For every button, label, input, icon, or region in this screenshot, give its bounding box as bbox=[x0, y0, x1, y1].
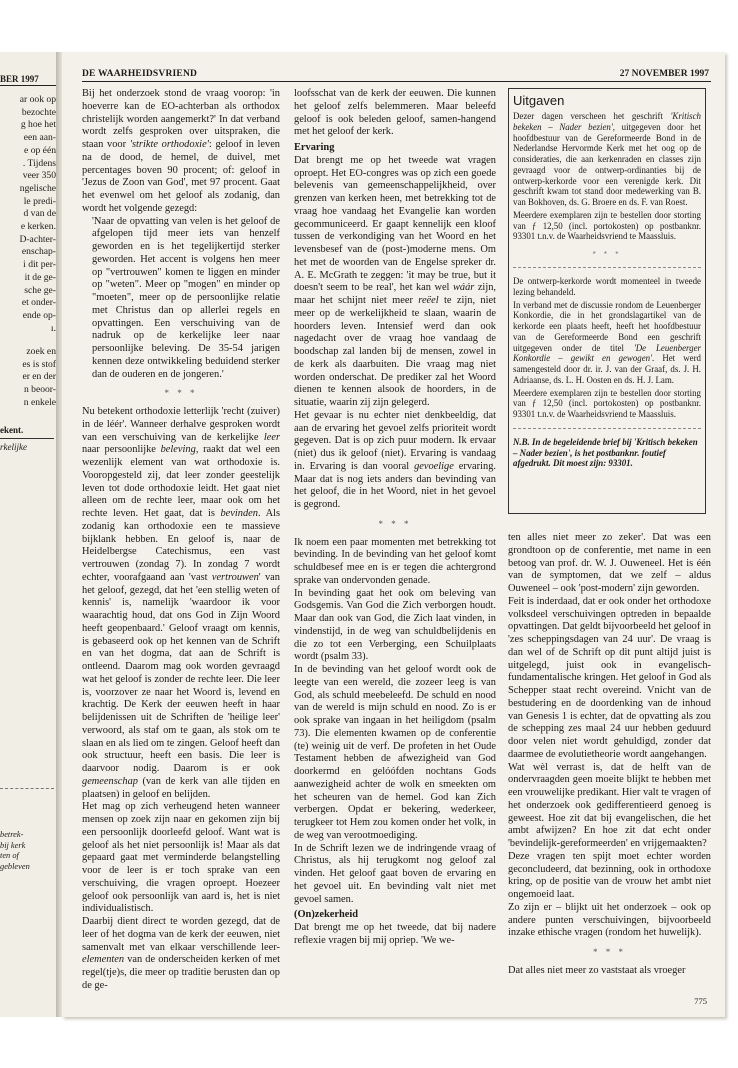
left-page-small bbox=[0, 830, 54, 872]
snippet-line: ı. bbox=[50, 322, 56, 334]
left-page-dash bbox=[0, 788, 54, 789]
paragraph: Bij het onderzoek stond de vraag voorop: 'in hoeverre kan de EO-achterban als orthodox christelijk worden aangemerkt?' In dat verband wordt zelfs gesproken over uitspraken, die staan voor 'strikte orthodoxie': geloof in leven na de dood, de hemel, de duivel, met percentages boven 90 procent; of: geloof in 'Jezus de Zoon van God', met 97 procent. Gaat het evenwel om het geloof als zodanig, dan wordt het volgende gezegd: bbox=[82, 88, 280, 214]
snippet-line: bezochte bbox=[21, 106, 56, 118]
paragraph: Deze vragen ten spijt moet echter worden geconcludeerd, dat bezinning, ook in orthodoxe kring, op de positie van de vrouw het ambt niet ongemoeid laat. bbox=[508, 850, 711, 900]
paragraph: Het mag op zich verheugend heten wanneer mensen op zoek zijn naar en gekomen zijn bij een persoonlijk doorleefd geloof. Want wat is geloof als het niet persoonlijk is! Maar als dat gepaard gaat met verminderde belangstelling voor de leer is er toch sprake van een verschuiving, die vragen oproept. Hoezeer geloof ook persoonlijk van aard is, het is niet individualistisch. bbox=[82, 801, 280, 915]
snippet-line: . Tijdens bbox=[22, 157, 56, 169]
snippet-line: ngelische bbox=[19, 182, 56, 194]
snippet-line: n beoor- bbox=[23, 384, 56, 396]
paragraph: ten alles niet meer zo zeker'. Dat was een grondtoon op de conferentie, met name in een betoog van prof. dr. W. J. Ouweneel. Het is één van de symptomen, dat we zelf – aldus Ouweneel – ook 'post-modern' zijn geworden. bbox=[508, 532, 711, 594]
snippet-line: g hoe het bbox=[20, 119, 56, 131]
box-paragraph: Meerdere exemplaren zijn te bestellen door storting van ƒ 12,50 (incl. portokosten) op postbanknr. 93301 t.n.v. de Waarheidsvriend te Maassluis. bbox=[513, 387, 701, 419]
left-page-box-title: ekent. bbox=[0, 424, 54, 439]
uitgaven-box bbox=[508, 88, 706, 514]
subheading-ervaring: Ervaring bbox=[294, 142, 335, 153]
paragraph: Feit is inderdaad, dat er ook onder het orthodoxe volksdeel verschuivingen optreden in bepaalde opvattingen. Dat geldt bijvoorbeeld het geloof in 'zes scheppingsdagen van 24 uur'. De vraag is dan wel of de Schrift op dit punt altijd juist is uitgelegd, juist ook in evangelisch-fundamentalische kringen. Het geloof in God als Schepper staat recht overeind. Vnicht van de bestudering en de doordenking van de inhoud van Genesis 1 is echter, dat de opvatting als zou de schepping zes maal 24 uur hebben geduurd door velen niet wordt gehuldigd, zonder dat daarmee de evolutietheorie wordt aangehangen. bbox=[508, 595, 711, 760]
snippet-line: zoek en bbox=[26, 346, 56, 357]
box-divider bbox=[513, 267, 701, 268]
subheading-onzekerheid: (On)zekerheid bbox=[294, 909, 359, 921]
paragraph: Wat wèl verrast is, dat de helft van de ondervraagden geen moeite blijkt te hebben met een vrouwelijke predikant. Hier valt te vragen of het onderzoek ook gedifferentieerd genoeg is geweest. Hoe zit dat bij evangelischen, die het ambt afwijzen? En hoe zit dat echt onder 'bevindelijk-gereformeerden' en vrijgemaakten? bbox=[508, 761, 711, 849]
snippet-line: it de ge- bbox=[24, 271, 56, 283]
snippet-line: veer 350 bbox=[22, 170, 56, 182]
snippet-line: n enkele bbox=[23, 396, 56, 408]
paragraph: In bevinding gaat het ook om beleving van Godsgemis. Van God die Zich verborgen houdt. Maar dan ook van God, die Zich laat vinden, in vindenstijd, in de weg van schuldbelijdenis en die zo tot een Verberging, een Schuilplaats wordt (psalm 33). bbox=[294, 587, 496, 663]
column-1 bbox=[82, 88, 280, 993]
snippet-line: e op één bbox=[24, 144, 56, 156]
snippet-line: e kerken. bbox=[20, 221, 56, 233]
section-stars: * * * bbox=[593, 947, 626, 957]
snippet-line: i dit per- bbox=[23, 259, 56, 271]
left-page-margin bbox=[0, 52, 58, 1017]
snippet-line: ende op- bbox=[22, 309, 56, 321]
snippet-line: bij kerk bbox=[0, 840, 26, 850]
snippet-line: D-achter- bbox=[19, 233, 56, 245]
running-header-title: DE WAARHEIDSVRIEND bbox=[82, 69, 198, 79]
paragraph: In de Schrift lezen we de indringende vraag of Christus, als hij terugkomt nog geloof zal vinden. Het geloof gaat boven de ervaring en het gevoel uit. En bevinding valt niet met gevoel samen. bbox=[294, 842, 496, 905]
magazine-page bbox=[62, 52, 725, 1017]
left-page-header: BER 1997 bbox=[0, 74, 39, 84]
box-paragraph: Dezer dagen verscheen het geschrift 'Kritisch bekeken – Nader bezien', uitgegeven door het hoofdbestuur van de Gereformeerde Bond in de Nederlandse Hervormde Kerk met het oog op de consideraties, die aan kerkenraden en classes zijn gevraagd voor de ontwerp-ordinanties bij de ontwerp-kerkorde voor een verenigde kerk. Dit geschrift kwam tot stand door medewerking van B. van Bokhoven, ds. G. Broere en ds. F. van Roest. bbox=[513, 111, 701, 207]
paragraph: loofsschat van de kerk der eeuwen. Die kunnen het geloof zelfs belemmeren. Maar beleefd geloof is ook beleden geloof, samen-hangend met het geloof der kerk. bbox=[294, 88, 496, 138]
paragraph: Daarbij dient direct te worden gezegd, dat de leer of het dogma van de kerk der eeuwen, niet samenvalt met van elkaar verschillende leer-elementen van de onderscheiden kerken of met regel(tje)s, die meer op traditie berusten dan op de ge- bbox=[82, 916, 280, 991]
quote: 'Naar de opvatting van velen is het geloof de afgelopen tijd meer iets van henzelf geworden en is het tegelijkertijd sterker geworden. Het accent is volgens hen meer op "vertrouwen" komen te liggen en minder op "weten". Meer op "mogen" en minder op "moeten", meer op de persoonlijke relatie met Christus dan op allerlei regels en opvattingen. Een verschuiving van de nadruk op de kerkelijke leer naar persoonlijke beleving. De 35-54 jarigen kennen deze ontwikkeling beduidend sterker dan de ouderen en de jongeren.' bbox=[92, 215, 280, 380]
box-paragraph: De ontwerp-kerkorde wordt momenteel in tweede lezing behandeld. bbox=[513, 276, 701, 297]
section-stars: * * * bbox=[164, 388, 198, 399]
box-stars: * * * bbox=[592, 250, 622, 259]
snippet-line: sche ge- bbox=[24, 284, 56, 296]
snippet-line: ar ook op bbox=[19, 94, 56, 105]
snippet-line: gebleven bbox=[0, 861, 30, 871]
box-note: N.B. In de begeleidende brief bij 'Kritisch bekeken – Nader bezien', is het postbanknr. foutief afgedrukt. Dit moest zijn: 93301. bbox=[513, 436, 698, 469]
left-page-box-line: rkelijke bbox=[0, 442, 27, 452]
left-page-snippet bbox=[0, 94, 56, 335]
snippet-line: le predi- bbox=[23, 195, 56, 207]
running-header-date: 27 NOVEMBER 1997 bbox=[619, 69, 709, 79]
snippet-line: enschap- bbox=[21, 246, 56, 258]
paragraph: Het gevaar is nu echter niet denkbeeldig, dat aan de ervaring het gevoel zelfs prioriteit wordt gegeven. Dat is op zich puur modern. Ik ervaar (niet) dus ik geloof (niet). Ervaring is vandaag in. Ervaring is dan vooral gevoelige ervaring. Maar dat is nog iets anders dan bevinding van het geloof, die in het Woord, niet in het gevoel is gegrond. bbox=[294, 409, 496, 510]
left-page-snippet-2 bbox=[0, 346, 56, 410]
box-title: Uitgaven bbox=[513, 93, 565, 108]
header-rule bbox=[82, 81, 711, 82]
paragraph: Dat brengt me op het tweede wat vragen oproept. Het EO-congres was op zich een goede belevenis van gemeenschappelijkheid, over grenzen van kerken heen, met betrekking tot de vraag hoe vandaag het Evangelie kan worden gecommuniceerd. Er gaapt kennelijk een kloof tussen de verkondiging van het Woord en het levensbesef van de (post-)moderne mens. Om het met de woorden van de Engelse spreker dr. A. E. McGrath te zeggen: 'it may be true, but it doesn't seem to be real', het kan wel wáár zijn, maar het schijnt niet meer reëel te zijn, niet meer op de werkelijkheid te slaan, waarin de hoorders leven. Intensief werd dan ook nagedacht over de vraag hoe vandaag de boodschap zal landen bij de mensen, zowel in de kerk als daarbuiten. Die vraag mag niet worden onderschat. De prediker zal het Woord dienen te kennen alsook de hoorders, in de situatie, waarin zij zijn gelegerd. bbox=[294, 154, 497, 408]
paragraph: Dat alles niet meer zo vaststaat als vroeger bbox=[508, 964, 686, 976]
box-paragraph: Meerdere exemplaren zijn te bestellen door storting van ƒ 12,50 (incl. portokosten) op postbanknr. 93301 t.n.v. de Waarheidsvriend te Maassluis. bbox=[513, 209, 701, 242]
box-paragraph: In verband met de discussie rondom de Leuenberger Konkordie, die in het grondslagartikel van de kerkorde een plaats heeft, heeft het hoofdbestuur van de Gereformeerde Bond een geschrift uitgegeven onder de titel 'De Leuenberger Konkordie – gewikt en gewogen'. Het werd samengesteld door dr. ir. J. van der Graaf, ds. J. H. Adriaanse, ds. L. H. Oosten en ds. H. J. Lam. bbox=[513, 299, 701, 385]
paragraph: In de bevinding van het geloof wordt ook de leegte van een wereld, die zozeer leeg is van God, als schuld meebeleefd. De schuld en nood van de wereld is mijn schuld en nood. Zo is er ook sprake van ingaan in het heiligdom (psalm 73). Die elementen kwamen op de conferentie (te) weinig uit de verf. De profeten in het Oude Testament hebben de afwezigheid van God doorkermd en gelóófden nochtans Gods aanwezigheid achter de wolk en smeekten om het scheuren van de hemel. God kan Zich verbergen. Opdat er bekering, wederkeer, terugkeer tot Hem zou komen onder het volk, in de weg van verootmoediging. bbox=[294, 664, 496, 841]
snippet-line: es is stof bbox=[22, 358, 56, 370]
snippet-line: d van de bbox=[23, 208, 56, 220]
snippet-line: betrek- bbox=[0, 830, 24, 839]
page-number: 775 bbox=[694, 996, 707, 1006]
column-2 bbox=[294, 88, 496, 948]
snippet-line: een aan- bbox=[23, 132, 56, 144]
snippet-line: er en der bbox=[22, 371, 56, 383]
snippet-line: et onder- bbox=[21, 297, 56, 309]
left-page-box bbox=[0, 424, 54, 453]
column-3 bbox=[508, 532, 711, 978]
paragraph: Ik noem een paar momenten met betrekking tot bevinding. In de bevinding van het geloof komt schuldbesef mee en is er tegen die achtergrond sprake van ondervonden genade. bbox=[294, 536, 496, 586]
paragraph: Zo zijn er – blijkt uit het onderzoek – ook op andere punten verschuivingen, bijvoorbeeld inzake ethische vragen (rondom het huwelijk). bbox=[508, 901, 711, 939]
left-page-rule bbox=[0, 85, 58, 86]
snippet-line: ten of bbox=[0, 851, 19, 860]
section-stars: * * * bbox=[378, 518, 412, 529]
paragraph: Nu betekent orthodoxie letterlijk 'recht (zuiver) in de léér'. Wanneer derhalve gesproken wordt van een verschuiving van de kerkelijke leer naar persoonlijke beleving, raakt dat wel een wezenlijk element van wat orthodoxie is. Vooropgesteld zij, dat leer zonder geestelijk leven tot dode orthodoxie leidt. Het gaat niet alleen om de rechte leer, maar ook om het rechte leven. Het gaat, dat is bevinden. Als zodanig kan orthodoxie een te massieve bijklank hebben. En geloof is, naar de Heidelbergse Catechismus, een vast vertrouwen (zondag 7). In zondag 7 wordt echter, voorafgaand aan 'vast vertrouwen' van het geloof, gezegd, dat het 'een stellig weten of kennis' is, namelijk 'waardoor ik voor waarachtig houd, dat ons God in Zijn Woord heeft geopenbaard.' Geloof vraagt om kennis, is gebaseerd ook op het kennen van de Schrift en van het dogma, dat aan de Schrift is ontleend. Daarom mag ook worden gevraagd wat het geloof is zonder de rechte leer. Die leer is, voorzover ze naar het Woord is, levend en krachtig. De Kerk der eeuwen heeft in haar belijdenissen uit de Schriften de 'heilige leer' verwoord, als staf om te gaan, als stok om te slaan en als lied om te zingen. Geloof heeft dan ook structuur, heeft een basis. Die leer is daarvoor nodig. Daarom is er ook gemeenschap (van de kerk van alle tijden en plaatsen) in geloof en belijden. bbox=[82, 406, 281, 800]
box-divider bbox=[513, 428, 701, 429]
paragraph: Dat brengt me op het tweede, dat bij nadere reflexie vragen bij mij opriep. 'We we- bbox=[294, 922, 496, 946]
